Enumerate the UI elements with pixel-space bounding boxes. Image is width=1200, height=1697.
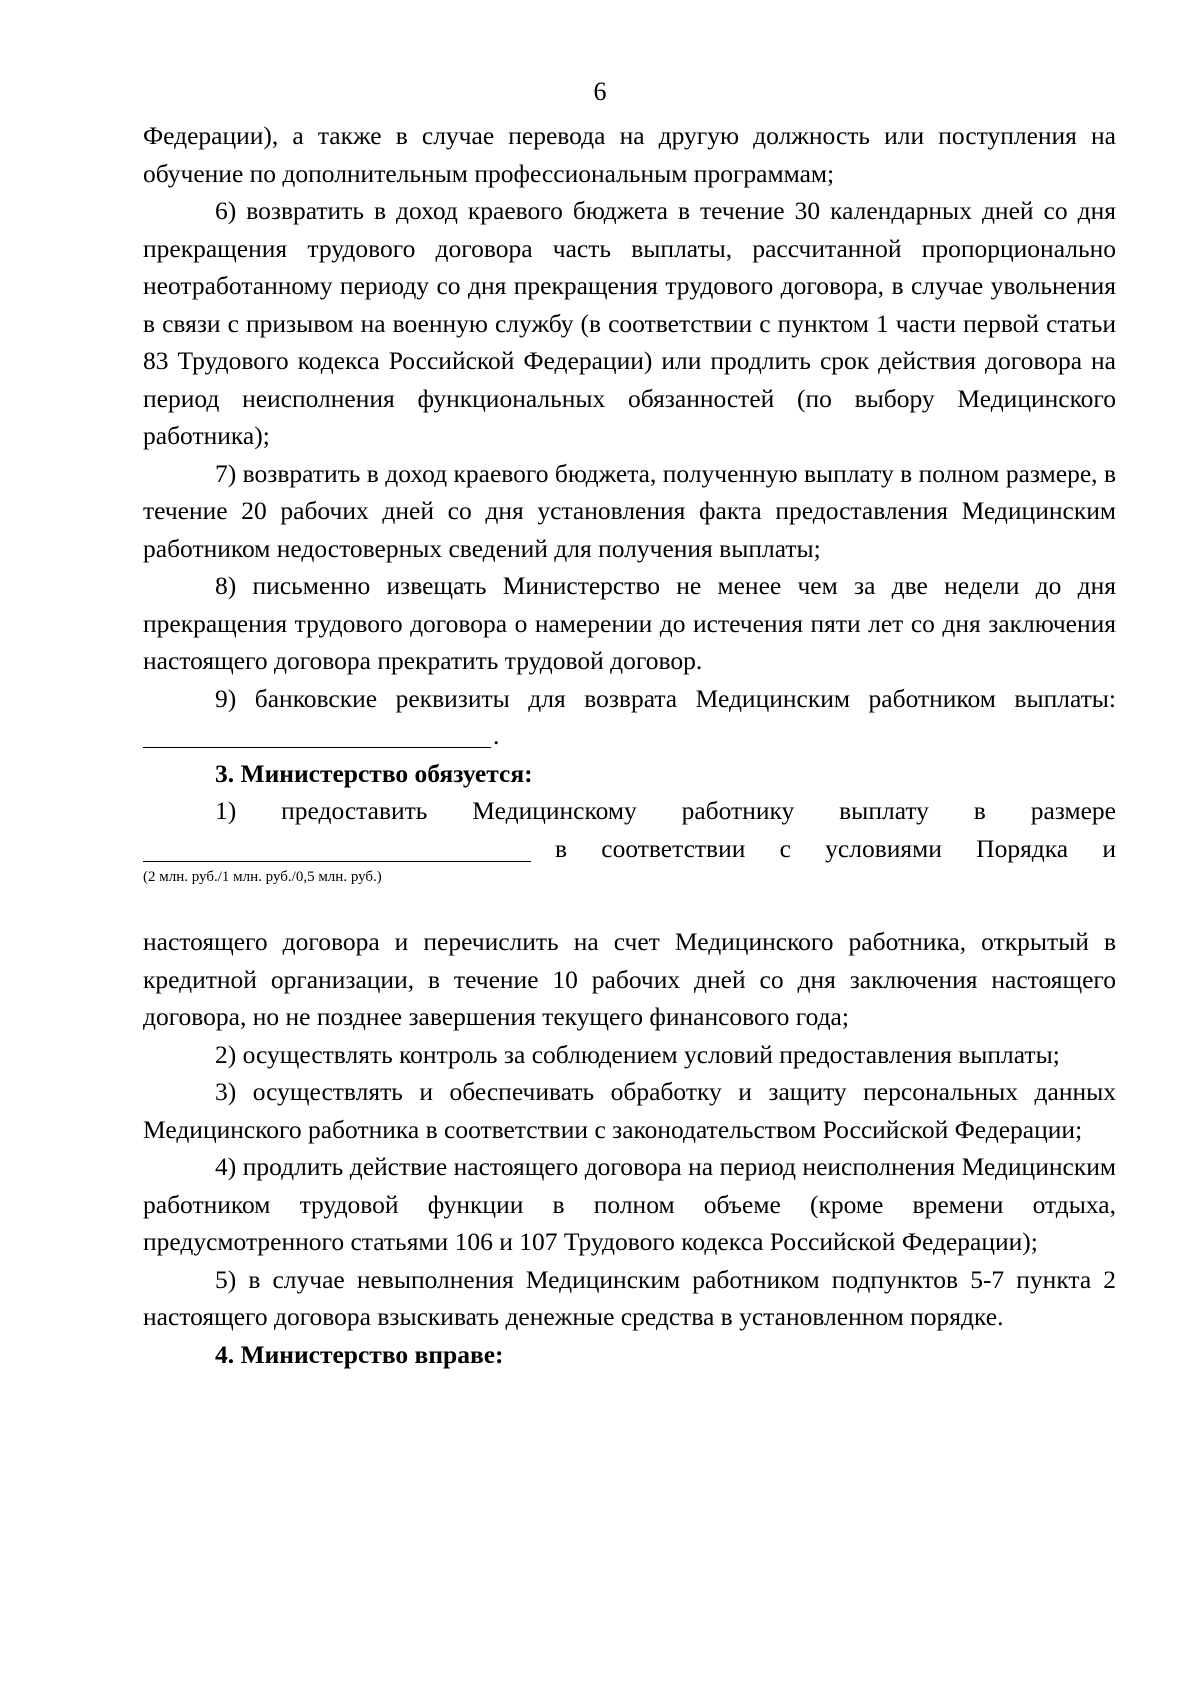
section-3-item-4: 4) продлить действие настоящего договора на период неисполнения Медицинским работником трудовой функции в полном объеме (кроме времени отдыха, предусмотренного статьями 106 и 107 Трудового кодекса Российской Федерации); [143, 1152, 1116, 1256]
document-body [143, 117, 1116, 1373]
paragraph-item-6: 6) возвратить в доход краевого бюджета в течение 30 календарных дней со дня прекращения трудового договора часть выплаты, рассчитанной пропорционально неотработанному периоду со дня прекращения трудового договора, в случае увольнения в связи с призывом на военную службу (в соответствии с пунктом 1 части первой статьи 83 Трудового кодекса Российской Федерации) или продлить срок действия договора на период неисполнения функциональных обязанностей (по выбору Медицинского работника); [143, 196, 1116, 450]
paragraph-item-7: 7) возвратить в доход краевого бюджета, полученную выплату в полном размере, в течение 20 рабочих дней со дня установления факта предоставления Медицинским работником недостоверных сведений для получения выплаты; [143, 458, 1116, 563]
paragraph-continuation: Федерации), а также в случае перевода на другую должность или поступления на обучение по дополнительным профессиональным программам; [143, 121, 1116, 188]
bank-details-underline [143, 747, 491, 748]
section-3-item-3: 3) осуществлять и обеспечивать обработку и защиту персональных данных Медицинского работника в соответствии с законодательством Российской Федерации; [143, 1077, 1116, 1144]
amount-caption: (2 млн. руб./1 млн. руб./0,5 млн. руб.) [143, 869, 382, 885]
paragraph-item-9: 9) банковские реквизиты для возврата Медицинским работником выплаты: [215, 683, 1116, 713]
section-3-item-1-rest: настоящего договора и перечислить на счет Медицинского работника, открытый в кредитной организации, в течение 10 рабочих дней со дня заключения настоящего договора, но не позднее завершения текущего финансового года; [143, 927, 1116, 1031]
section-3-item-2: 2) осуществлять контроль за соблюдением условий предоставления выплаты; [215, 1039, 1060, 1069]
page-number: 6 [593, 77, 607, 106]
bank-details-period: . [493, 721, 500, 750]
section-3-heading: 3. Министерство обязуется: [215, 758, 533, 788]
amount-blank-line [143, 830, 1116, 868]
section-4-heading: 4. Министерство вправе: [215, 1339, 504, 1369]
paragraph-item-8: 8) письменно извещать Министерство не менее чем за две недели до дня прекращения трудового договора о намерении до истечения пяти лет со дня заключения настоящего договора прекратить трудовой договор. [143, 571, 1116, 675]
section-3-item-5: 5) в случае невыполнения Медицинским работником подпунктов 5-7 пункта 2 настоящего договора взыскивать денежные средства в установленном порядке. [143, 1264, 1116, 1331]
amount-line-text: в соответствии с условиями Порядка и [555, 833, 1116, 863]
bank-details-blank [143, 717, 1116, 755]
amount-underline [143, 861, 531, 862]
section-3-item-1-start: 1) предоставить Медицинскому работнику выплату в размере [215, 796, 1116, 825]
